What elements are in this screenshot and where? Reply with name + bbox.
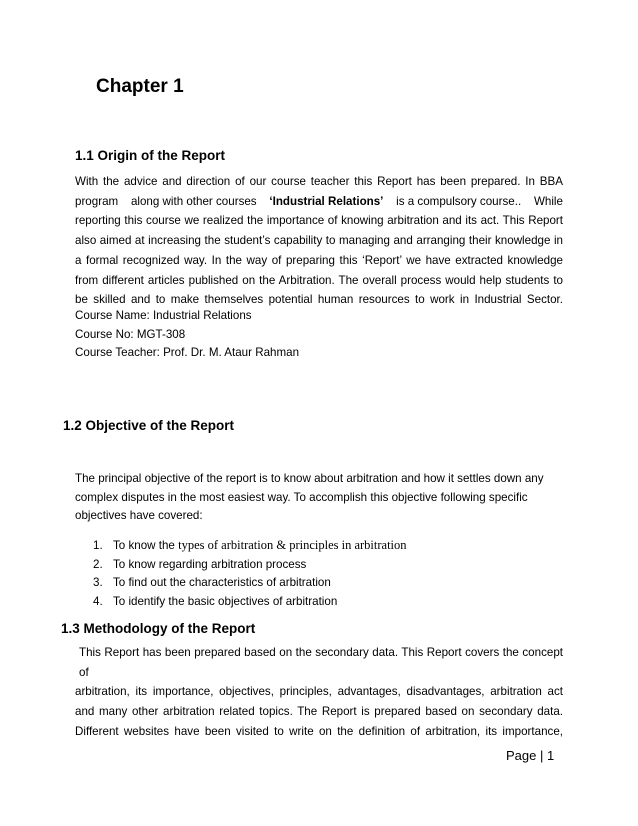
paragraph-line: a formal recognized way. In the way of preparing this ‘Report’ we have extracted knowledge	[75, 253, 563, 267]
paragraph-line: objectives have covered:	[75, 509, 203, 522]
list-text: To know regarding arbitration process	[113, 557, 307, 571]
paragraph-line: With the advice and direction of our course teacher this Report has been prepared. In BBA	[75, 175, 563, 188]
section-heading-objective: 1.2 Objective of the Report	[63, 418, 235, 433]
text-run: program	[75, 194, 119, 208]
paragraph-line: from different articles published on the Arbitration. The overall process would help students to	[75, 273, 563, 287]
page-number: Page | 1	[506, 748, 555, 763]
list-text-serif: types of arbitration & principles in arbitration	[178, 538, 407, 552]
course-teacher: Course Teacher: Prof. Dr. M. Ataur Rahman	[75, 346, 300, 359]
paragraph-line: The principal objective of the report is to know about arbitration and how it settles down any	[75, 472, 544, 485]
paragraph-line: also aimed at increasing the student’s capability to managing and arranging their knowledge in	[75, 234, 563, 248]
course-info	[75, 307, 299, 363]
paragraph-line: complex disputes in the most easiest way. To accomplish this objective following specific	[75, 490, 528, 504]
paragraph-line: reporting this course we realized the importance of knowing arbitration and its act. This Report	[75, 214, 563, 228]
section-heading-methodology: 1.3 Methodology of the Report	[61, 621, 256, 636]
text-run: along with other courses	[130, 194, 257, 208]
methodology-paragraph	[75, 643, 563, 742]
objectives-list	[93, 536, 407, 611]
objective-paragraph	[75, 470, 565, 526]
chapter-title: Chapter 1	[96, 76, 184, 97]
paragraph-line: This Report has been prepared based on the secondary data. This Report covers the concept of	[79, 646, 563, 679]
text-run: While	[533, 194, 563, 208]
paragraph-line	[75, 192, 563, 212]
paragraph-line: be skilled and to make themselves potential human resources to work in Industrial Sector.	[75, 293, 563, 307]
course-name: Course Name: Industrial Relations	[75, 309, 252, 322]
list-text: To identify the basic objectives of arbitration	[113, 594, 338, 608]
text-run: is a compulsory course..	[396, 194, 522, 208]
paragraph-line: arbitration, its importance, objectives, principles, advantages, disadvantages, arbitration act	[75, 685, 563, 699]
paragraph-line: and many other arbitration related topics. The Report is prepared based on secondary data.	[75, 705, 563, 719]
list-item	[93, 556, 407, 575]
course-number: Course No: MGT-308	[75, 327, 186, 341]
list-item	[93, 574, 407, 593]
list-text: To find out the characteristics of arbitration	[113, 576, 331, 590]
list-number: 4.	[93, 594, 103, 608]
list-text: To know the	[113, 539, 175, 552]
list-number: 2.	[93, 557, 103, 571]
list-number: 3.	[93, 576, 103, 590]
list-item	[93, 593, 407, 612]
paragraph-line: Different websites have been visited to write on the definition of arbitration, its importance,	[75, 724, 563, 738]
origin-paragraph	[75, 172, 563, 310]
course-name-emphasis: ‘Industrial Relations’	[269, 194, 384, 208]
section-heading-origin: 1.1 Origin of the Report	[75, 148, 226, 163]
list-item	[93, 536, 407, 556]
list-number: 1.	[93, 539, 103, 552]
